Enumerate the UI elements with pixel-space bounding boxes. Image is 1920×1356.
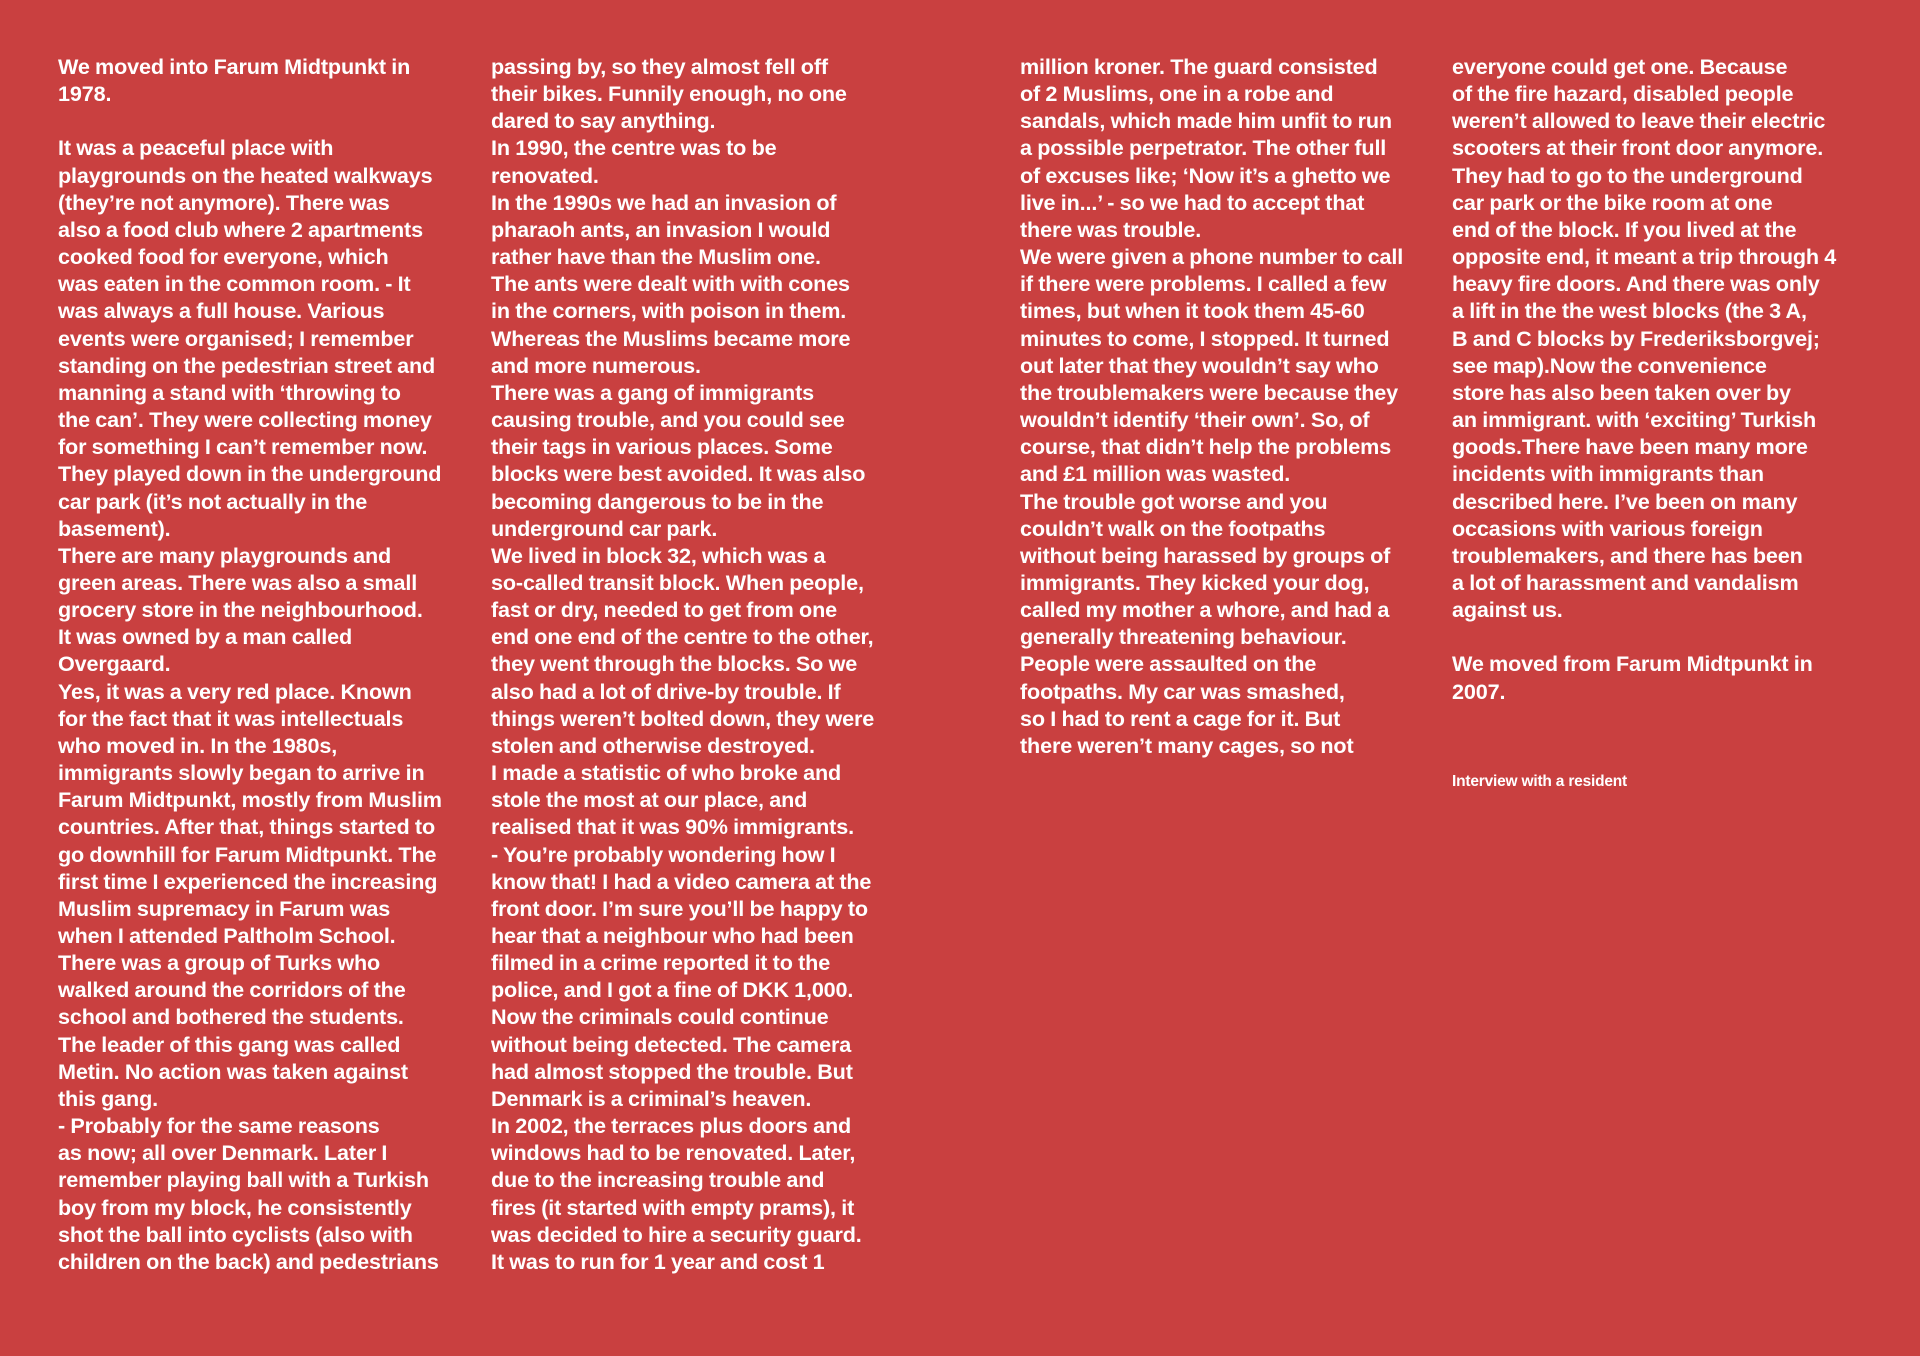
text-column-1: We moved into Farum Midtpunkt in 1978. It was a peaceful place with playgrounds on the heated walkways (they’re not anymore). There was also a food club where 2 apartments cooked food for everyone, which was eaten in the common room. - It was always a full house. Various events were organised; I remember standing on the pedestrian street and manning a stand with ‘throwing to the can’. They were collecting money for something I can’t remember now. They played down in the underground car park (it’s not actually in the basement). There are many playgrounds and green areas. There was also a small grocery store in the neighbourhood. It was owned by a man called Overgaard. Yes, it was a very red place. Known for the fact that it was intellectuals who moved in. In the 1980s, immigrants slowly began to arrive in Farum Midtpunkt, mostly from Muslim countries. After that, things started to go downhill for Farum Midtpunkt. The first time I experienced the increasing Muslim supremacy in Farum was when I attended Paltholm School. There was a group of Turks who walked around the corridors of the school and bothered the students. The leader of this gang was called Metin. No action was taken against this gang. - Probably for the same reasons as now; all over Denmark. Later I remember playing ball with a Turkish boy from my block, he consistently shot the ball into cyclists (also with children on the back) and pedestrians (58, 54, 442, 1274)
text-column-4: everyone could get one. Because of the fire hazard, disabled people weren’t allowed to leave their electric scooters at their front door anymore. They had to go to the underground car park or the bike room at one end of the block. If you lived at the opposite end, it meant a trip through 4 heavy fire doors. And there was only a lift in the the west blocks (the 3 A, B and C blocks by Frederiksborgvej; see map).Now the convenience store has also been taken over by an immigrant. with ‘exciting’ Turkish goods.There have been many more incidents with immigrants than described here. I’ve been on many occasions with various foreign troublemakers, and there has been a lot of harassment and vandalism against us. We moved from Farum Midtpunkt in 2007. (1452, 54, 1837, 704)
text-column-2: passing by, so they almost fell off their bikes. Funnily enough, no one dared to say anything. In 1990, the centre was to be renovated. In the 1990s we had an invasion of pharaoh ants, an invasion I would rather have than the Muslim one. The ants were dealt with with cones in the corners, with poison in them. Whereas the Muslims became more and more numerous. There was a gang of immigrants causing trouble, and you could see their tags in various places. Some blocks were best avoided. It was also becoming dangerous to be in the underground car park. We lived in block 32, which was a so-called transit block. When people, fast or dry, needed to get from one end one end of the centre to the other, they went through the blocks. So we also had a lot of drive-by trouble. If things weren’t bolted down, they were stolen and otherwise destroyed. I made a statistic of who broke and stole the most at our place, and realised that it was 90% immigrants. - You’re probably wondering how I know that! I had a video camera at the front door. I’m sure you’ll be happy to hear that a neighbour who had been filmed in a crime reported it to the police, and I got a fine of DKK 1,000. Now the criminals could continue without being detected. The camera had almost stopped the trouble. But Denmark is a criminal’s heaven. In 2002, the terraces plus doors and windows had to be renovated. Later, due to the increasing trouble and fires (it started with empty prams), it was decided to hire a security guard. It was to run for 1 year and cost 1 (491, 54, 875, 1274)
text-column-3: million kroner. The guard consisted of 2 Muslims, one in a robe and sandals, which made him unfit to run a possible perpetrator. The other full of excuses like; ‘Now it’s a ghetto we live in...’ - so we had to accept that there was trouble. We were given a phone number to call if there were problems. I called a few times, but when it took them 45-60 minutes to come, I stopped. It turned out later that they wouldn’t say who the troublemakers were because they wouldn’t identify ‘their own’. So, of course, that didn’t help the problems and £1 million was wasted. The trouble got worse and you couldn’t walk on the footpaths without being harassed by groups of immigrants. They kicked your dog, called my mother a whore, and had a generally threatening behaviour. People were assaulted on the footpaths. My car was smashed, so I had to rent a cage for it. But there weren’t many cages, so not (1020, 54, 1404, 758)
article-caption: Interview with a resident (1452, 773, 1628, 790)
